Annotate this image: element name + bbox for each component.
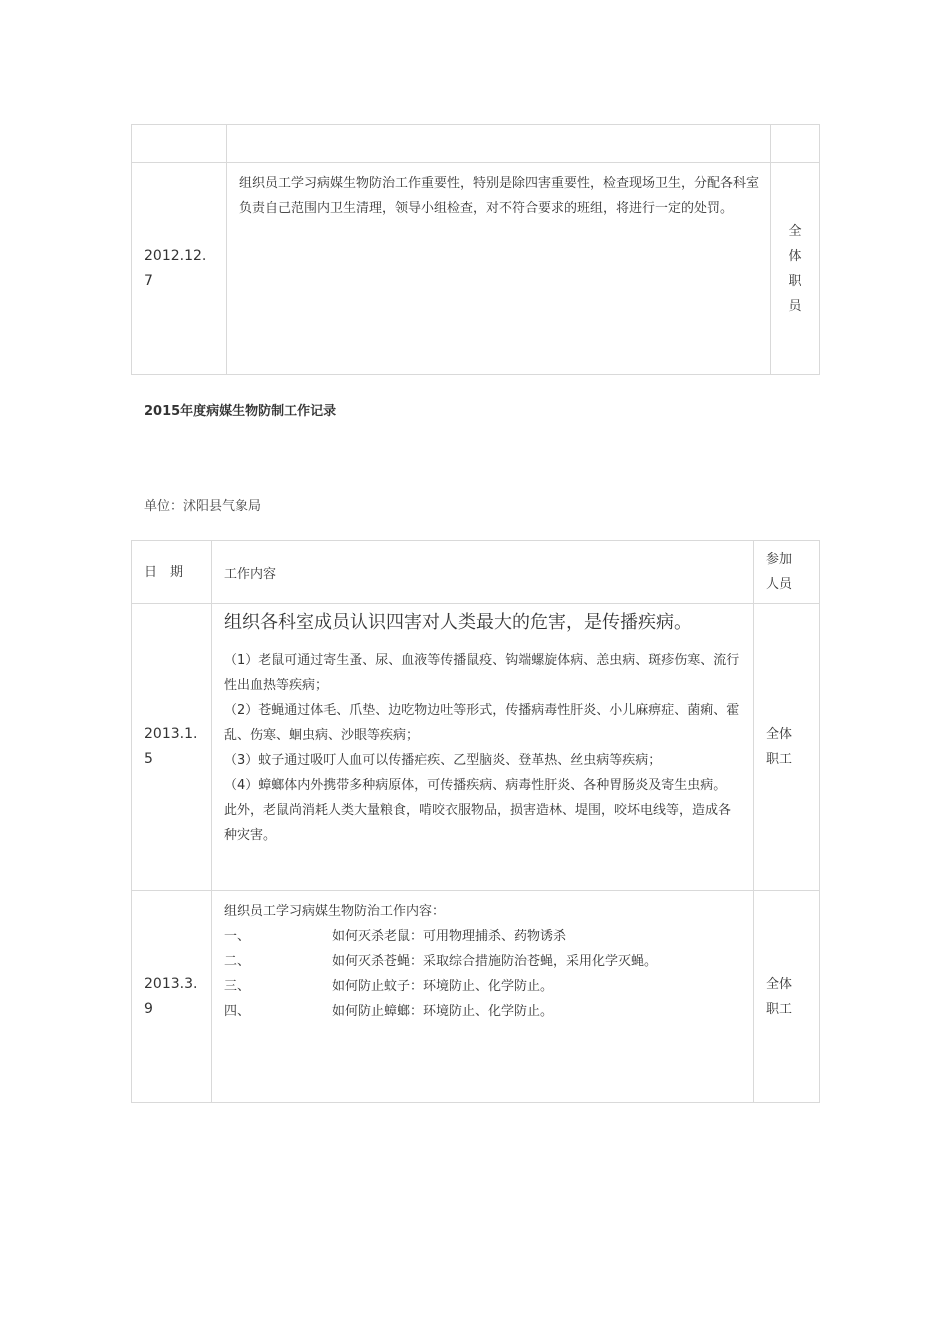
date-cell [132, 891, 212, 1103]
date-cell [132, 604, 212, 891]
list-item-number: 四、 [224, 1004, 251, 1019]
content-heading: 组织各科室成员认识四害对人类最大的危害，是传播疾病。 [224, 612, 692, 633]
table-row [132, 163, 820, 375]
content-intro: 组织员工学习病媒生物防治工作内容： [224, 904, 446, 919]
content-paragraph: 此外，老鼠尚消耗人类大量粮食，啃咬衣服物品，损害造林、堤围，咬坏电线等，造成各种灾害。 [224, 803, 732, 843]
list-item-text: 如何灭杀苍蝇：采取综合措施防治苍蝇，采用化学灭蝇。 [332, 954, 658, 969]
content-paragraph: （1）老鼠可通过寄生蚤、尿、血液等传播鼠疫、钩端螺旋体病、恙虫病、斑疹伤寒、流行性出血热等疾病； [224, 653, 740, 693]
table-header-row [132, 541, 820, 604]
content-cell [227, 125, 771, 163]
date-text: 2013.1. [144, 726, 198, 742]
section-title: 2015年度病媒生物防制工作记录 [144, 404, 337, 419]
participants-text: 职工 [766, 1001, 793, 1017]
participants-cell [771, 163, 820, 375]
list-item-number: 二、 [224, 954, 251, 969]
list-item-text: 如何防止蚊子：环境防止、化学防止。 [332, 979, 554, 994]
participants-text: 全 [788, 223, 802, 239]
list-item [224, 949, 743, 974]
participants-text: 体 [788, 248, 802, 264]
header-date: 日 期 [132, 541, 212, 604]
table-row [132, 891, 820, 1103]
participants-text: 员 [788, 298, 802, 314]
participants-text: 全体 [766, 727, 793, 742]
list-item-number: 一、 [224, 929, 251, 944]
header-content: 工作内容 [212, 541, 754, 604]
list-item-text: 如何灭杀老鼠：可用物理捕杀、药物诱杀 [332, 929, 567, 944]
list-item [224, 999, 743, 1024]
date-text: 2013.3. [144, 975, 198, 992]
participants-text: 全体 [766, 976, 793, 992]
header-participants-text: 人员 [766, 577, 793, 592]
participants-cell [754, 604, 820, 891]
date-cell [132, 125, 227, 163]
content-paragraph: （2）苍蝇通过体毛、爪垫、边吃物边吐等形式，传播病毒性肝炎、小儿麻痹症、菌痢、霍乱、伤寒、蛔虫病、沙眼等疾病； [224, 703, 740, 743]
list-item [224, 974, 743, 999]
date-text: 2012.12. [144, 247, 207, 264]
date-cell [132, 163, 227, 375]
list-item [224, 924, 743, 949]
content-cell [212, 604, 754, 891]
list-item-number: 三、 [224, 979, 251, 994]
unit-label: 单位：沭阳县气象局 [144, 499, 262, 514]
record-table-2013 [131, 540, 820, 1103]
date-text: 9 [144, 1000, 153, 1017]
participants-text: 职 [788, 273, 802, 289]
date-text: 7 [144, 272, 153, 289]
list-item-text: 如何防止蟑螂：环境防止、化学防止。 [332, 1004, 554, 1019]
content-paragraph: （4）蟑螂体内外携带多种病原体，可传播疾病、病毒性肝炎、各种胃肠炎及寄生虫病。 [224, 778, 727, 793]
date-text: 5 [144, 751, 153, 767]
record-table-2012 [131, 124, 820, 375]
content-cell [212, 891, 754, 1103]
header-participants-text: 参加 [766, 552, 793, 567]
content-cell [227, 163, 771, 375]
content-text: 组织员工学习病媒生物防治工作重要性，特别是除四害重要性，检查现场卫生，分配各科室负责自己范围内卫生清理，领导小组检查，对不符合要求的班组，将进行一定的处罚。 [239, 176, 760, 216]
participants-cell [754, 891, 820, 1103]
participants-text: 职工 [766, 752, 793, 767]
table-row [132, 604, 820, 891]
table-row [132, 125, 820, 163]
header-participants [754, 541, 820, 604]
content-paragraph: （3）蚊子通过吸叮人血可以传播疟疾、乙型脑炎、登革热、丝虫病等疾病； [224, 753, 662, 768]
participants-cell [771, 125, 820, 163]
